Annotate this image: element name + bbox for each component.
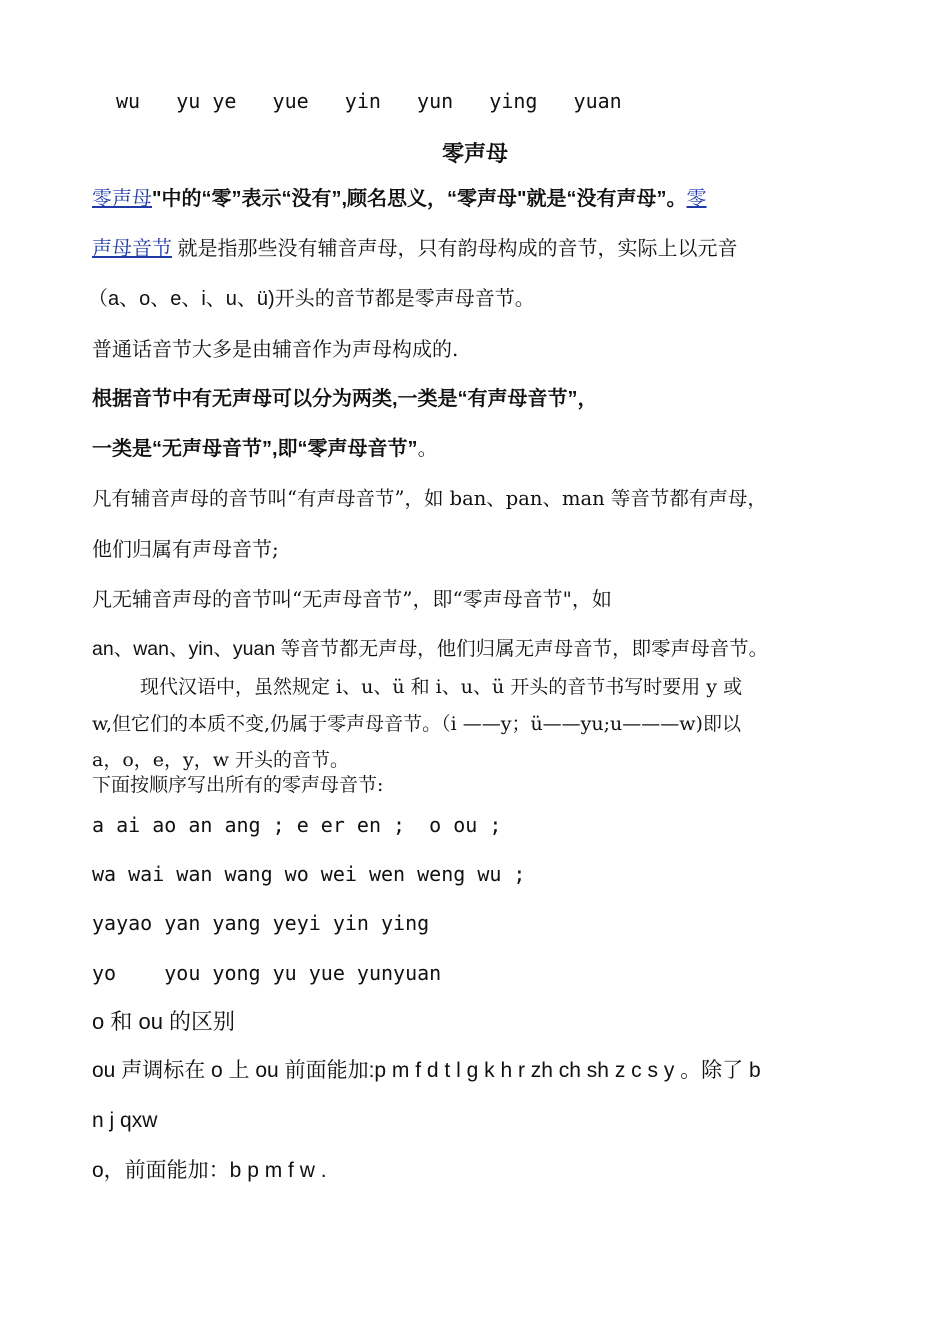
page-title: 零声母 [441,142,508,167]
para-8-line-2: n j qxw [92,1109,158,1132]
para-1-text-2: 就是指那些没有辅音声母，只有韵母构成的音节，实际上以元音 [172,238,738,260]
link-zero-initial[interactable]: 零声母 [92,188,152,210]
syllable-list-3: yayao yan yang yeyi yin ying [92,911,430,935]
link-zero-initial-syllable[interactable]: 声母音节 [92,238,172,260]
para-3-line-1: 根据音节中有无声母可以分为两类,一类是“有声母音节”， [92,388,598,410]
para-1-line-3: （a、o、e、i、u、ü)开头的音节都是零声母音节。 [88,288,535,310]
para-6-line-2: w,但它们的本质不变,仍属于零声母音节。（i ——y；ü——yu;u———w)即以 [92,713,741,735]
para-1-line-1 [92,186,707,212]
para-3-end: 。 [417,438,438,460]
para-9: o，前面能加：b p m f w . [92,1159,327,1182]
para-3-text: 一类是“无声母音节”,即“零声母音节” [92,438,418,460]
syllable-list-2: wa wai wan wang wo wei wen weng wu ; [92,862,526,886]
para-3-line-2 [92,436,438,462]
syllable-list-1: a ai ao an ang ; e er en ; o ou ; [92,813,502,837]
para-4-line-1: 凡有辅音声母的音节叫“有声母音节”，如 ban、pan、man 等音节都有声母， [92,487,767,510]
section-heading-o-ou: o 和 ou 的区别 [92,1009,236,1034]
para-1-line-2 [92,236,738,262]
top-syllables: wu yu ye yue yin yun ying yuan [116,89,622,113]
para-6-line-3: a，o，e，y，w 开头的音节。 [92,749,350,771]
para-7: 下面按顺序写出所有的零声母音节: [92,774,384,796]
para-5-line-2: an、wan、yin、yuan 等音节都无声母，他们归属无声母音节，即零声母音节。 [92,638,769,660]
para-1-text-1: "中的“零”表示“没有”,顾名思义，“零声母"就是“没有声母”。 [152,188,687,210]
para-5-line-1: 凡无辅音声母的音节叫“无声母音节”，即“零声母音节"，如 [92,587,612,611]
para-6-line-1: 现代汉语中，虽然规定 i、u、ü 和 i、u、ü 开头的音节书写时要用 y 或 [140,676,743,698]
para-4-line-2: 他们归属有声母音节; [92,537,279,561]
para-2: 普通话音节大多是由辅音作为声母构成的. [92,337,459,361]
para-8-line-1: ou 声调标在 o 上 ou 前面能加:p m f d t l g k h r zh ch sh z c s y 。除了 b [92,1059,761,1082]
link-zero[interactable]: 零 [686,188,707,210]
syllable-list-4: yo you yong yu yue yunyuan [92,961,442,985]
